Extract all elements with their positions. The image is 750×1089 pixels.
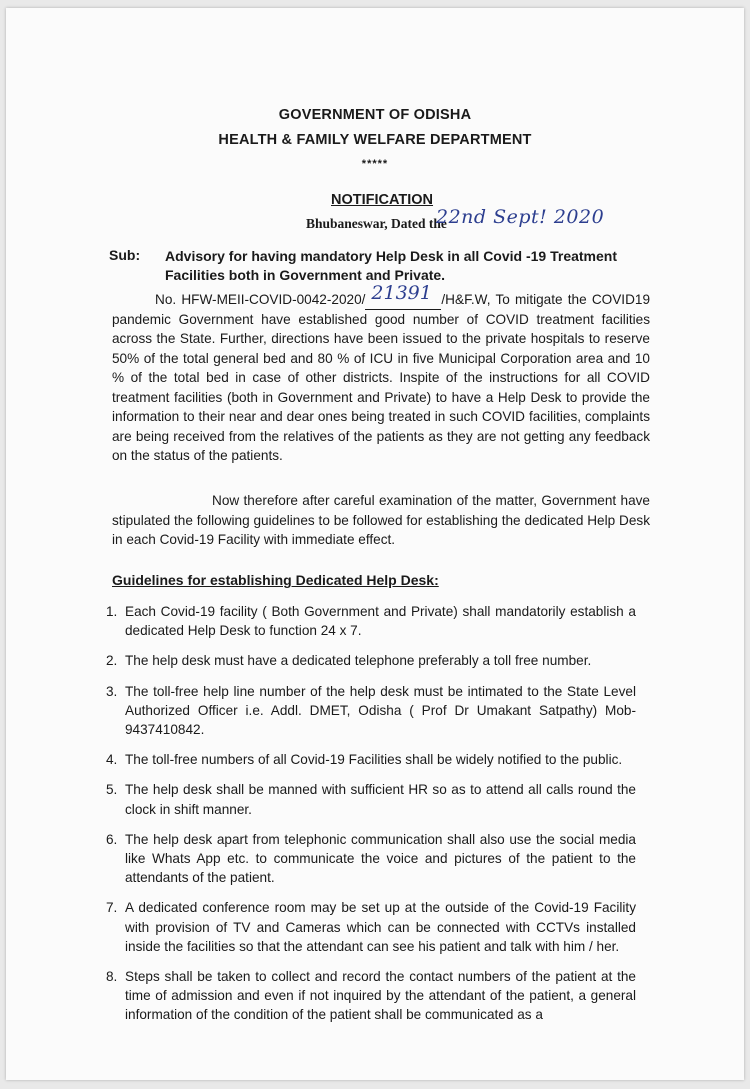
reference-suffix: /H&F.W, bbox=[441, 292, 491, 307]
guideline-number: 6. bbox=[106, 831, 118, 847]
guideline-item bbox=[106, 967, 636, 1025]
guideline-text: A dedicated conference room may be set up at the outside of the Covid-19 Facility with provision of TV and Cameras which can be connected with CCTVs installed inside the facilities so that the attendant can see his patient and talk with him / her. bbox=[125, 900, 636, 954]
guideline-item bbox=[106, 651, 636, 670]
guideline-number: 7. bbox=[106, 900, 118, 916]
guideline-text: Each Covid-19 facility ( Both Government and Private) shall mandatorily establish a dedicated Help Desk to function 24 x 7. bbox=[125, 604, 636, 639]
guideline-number: 8. bbox=[106, 969, 118, 985]
guideline-number: 2. bbox=[106, 653, 118, 669]
subject-text: Advisory for having mandatory Help Desk in all Covid -19 Treatment Facilities both in Government and Private. bbox=[165, 248, 618, 283]
guideline-item bbox=[106, 780, 636, 818]
dated-line bbox=[306, 216, 447, 232]
paragraph-1-text: To mitigate the COVID19 pandemic Government have established good number of COVID treatment facilities across the State. Further, directions have been issued to the private hospitals to reserve 50% of the total general bed and 80 % of ICU in five Municipal Corporation area and 10 % of the total bed in case of other districts. Inspite of the instructions for all COVID treatment facilities (both in Government and Private) to have a Help Desk to provide the information to their near and dear ones being treated in such COVID facilities, complaints are being received from the relatives of the patients as they are not getting any feedback on the status of the patients. bbox=[112, 292, 651, 463]
guideline-item bbox=[106, 750, 636, 769]
second-paragraph: Now therefore after careful examination of the matter, Government have stipulated the following guidelines to be followed for establishing the dedicated Help Desk in each Covid-19 Facility with immediate effect. bbox=[112, 493, 650, 547]
subject-label: Sub: bbox=[109, 247, 141, 263]
guideline-item bbox=[106, 830, 636, 888]
guideline-text: The help desk must have a dedicated telephone preferably a toll free number. bbox=[125, 653, 592, 669]
guideline-text: The toll-free numbers of all Covid-19 Facilities shall be widely notified to the public. bbox=[125, 752, 623, 768]
document-page bbox=[6, 8, 744, 1080]
government-heading: GOVERNMENT OF ODISHA bbox=[278, 107, 472, 123]
guideline-text: Steps shall be taken to collect and record the contact numbers of the patient at the time of admission and even if not inquired by the attendant of the patient, a general information of the condition of the patient shall be communicated as a bbox=[125, 969, 636, 1023]
handwritten-reference: 21391 bbox=[371, 281, 432, 304]
guideline-text: The help desk apart from telephonic communication shall also use the social media like Whats App etc. to communicate the voice and pictures of the patient to the attendants of the patient. bbox=[125, 831, 636, 886]
guideline-number: 3. bbox=[106, 683, 118, 699]
guideline-item bbox=[106, 898, 636, 956]
guideline-item bbox=[106, 602, 636, 640]
guidelines-list bbox=[106, 602, 636, 1025]
guideline-text: The toll-free help line number of the help desk must be intimated to the State Level Authorized Officer i.e. Addl. DMET, Odisha ( Prof Dr Umakant Satpathy) Mob- 9437410842. bbox=[125, 683, 636, 738]
reference-number-field bbox=[365, 281, 441, 310]
department-heading: HEALTH & FAMILY WELFARE DEPARTMENT bbox=[218, 132, 532, 148]
guidelines-title: Guidelines for establishing Dedicated Help Desk: bbox=[112, 572, 439, 588]
guideline-item bbox=[106, 682, 636, 740]
heading-separator: ***** bbox=[361, 158, 389, 170]
guideline-text: The help desk shall be manned with sufficient HR so as to attend all calls round the clock in shift manner. bbox=[125, 782, 636, 817]
dated-prefix: Bhubaneswar, Dated the bbox=[306, 216, 447, 231]
guideline-number: 5. bbox=[106, 782, 118, 798]
intro-paragraph bbox=[112, 281, 651, 466]
notification-title: NOTIFICATION bbox=[331, 192, 434, 208]
guideline-number: 1. bbox=[106, 604, 118, 619]
reference-prefix: No. HFW-MEII-COVID-0042-2020/ bbox=[155, 292, 366, 307]
guideline-number: 4. bbox=[106, 752, 118, 768]
handwritten-date: 22nd Sept! 2020 bbox=[436, 206, 605, 228]
